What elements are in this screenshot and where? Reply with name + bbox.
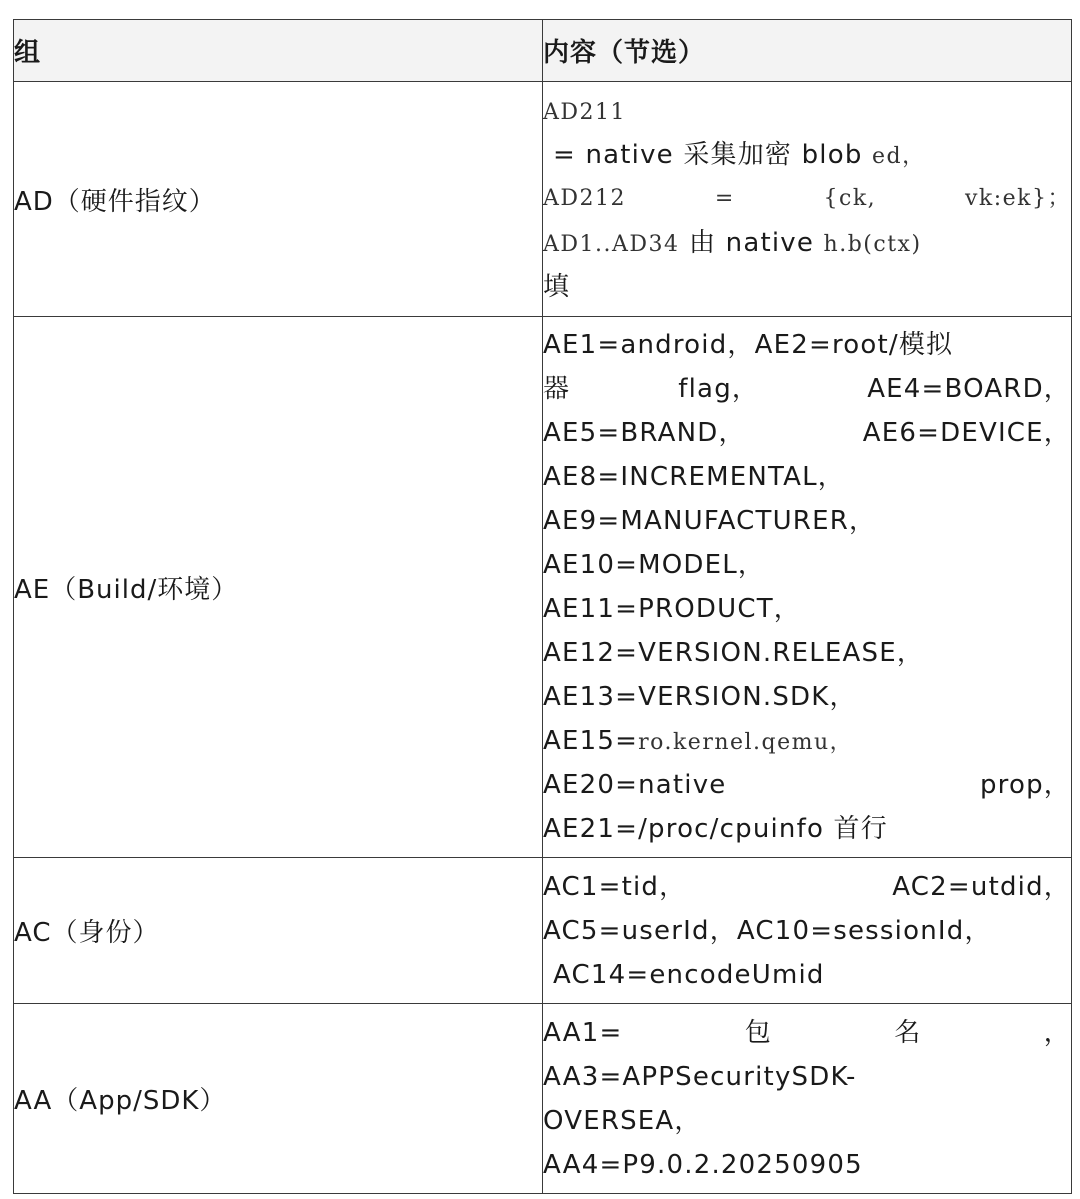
content-cell-ac bbox=[543, 858, 1072, 1004]
content-line: AA4=P9.0.2.20250905 bbox=[543, 1149, 863, 1180]
content-cell-aa bbox=[543, 1004, 1072, 1194]
content-cell-ad bbox=[543, 82, 1072, 317]
content-line: AA1= 包 名 ， bbox=[543, 1017, 1071, 1048]
content-line: AC1=tid， AC2=utdid， bbox=[543, 871, 1071, 902]
content-line: AE15=ro.kernel.qemu， bbox=[543, 726, 854, 756]
content-line: AE11=PRODUCT， bbox=[543, 594, 801, 624]
fields-table bbox=[13, 19, 1072, 1194]
header-content: 内容（节选） bbox=[543, 20, 1072, 82]
content-line: AA3=APPSecuritySDK- bbox=[543, 1061, 857, 1092]
content-line: AE20=native prop， bbox=[543, 770, 1071, 800]
content-line: 器 flag， AE4=BOARD， bbox=[543, 374, 1071, 404]
content-line: AE8=INCREMENTAL， bbox=[543, 462, 845, 492]
table-row-ad bbox=[14, 82, 1072, 317]
table-row-ac bbox=[14, 858, 1072, 1004]
content-line: 填 bbox=[543, 272, 571, 302]
content-line: AD211 bbox=[543, 100, 627, 125]
table-row-aa bbox=[14, 1004, 1072, 1194]
content-line: AE5=BRAND， AE6=DEVICE， bbox=[543, 418, 1071, 448]
content-line: AE13=VERSION.SDK， bbox=[543, 682, 857, 712]
header-group: 组 bbox=[14, 20, 543, 82]
content-line: AE1=android，AE2=root/模拟 bbox=[543, 330, 954, 360]
content-line: AC5=userId，AC10=sessionId， bbox=[543, 915, 992, 946]
content-line: AD212 = {ck, vk:ek}； bbox=[543, 186, 1071, 211]
content-line: AE21=/proc/cpuinfo 首行 bbox=[543, 814, 888, 844]
content-line: AC14=encodeUmid bbox=[553, 959, 825, 990]
content-line: OVERSEA， bbox=[543, 1105, 702, 1136]
table-header-row bbox=[14, 20, 1072, 82]
content-line: AE10=MODEL， bbox=[543, 550, 766, 580]
table-row-ae bbox=[14, 317, 1072, 858]
content-line: AE9=MANUFACTURER， bbox=[543, 506, 877, 536]
content-line: = native 采集加密 blob ed， bbox=[553, 140, 926, 170]
group-cell-aa: AA（App/SDK） bbox=[14, 1004, 543, 1194]
group-cell-ac: AC（身份） bbox=[14, 858, 543, 1004]
content-line: AE12=VERSION.RELEASE， bbox=[543, 638, 925, 668]
content-cell-ae bbox=[543, 317, 1072, 858]
group-cell-ad: AD（硬件指纹） bbox=[14, 82, 543, 317]
group-cell-ae: AE（Build/环境） bbox=[14, 317, 543, 858]
content-line: AD1..AD34 由 native h.b(ctx) bbox=[543, 228, 922, 258]
